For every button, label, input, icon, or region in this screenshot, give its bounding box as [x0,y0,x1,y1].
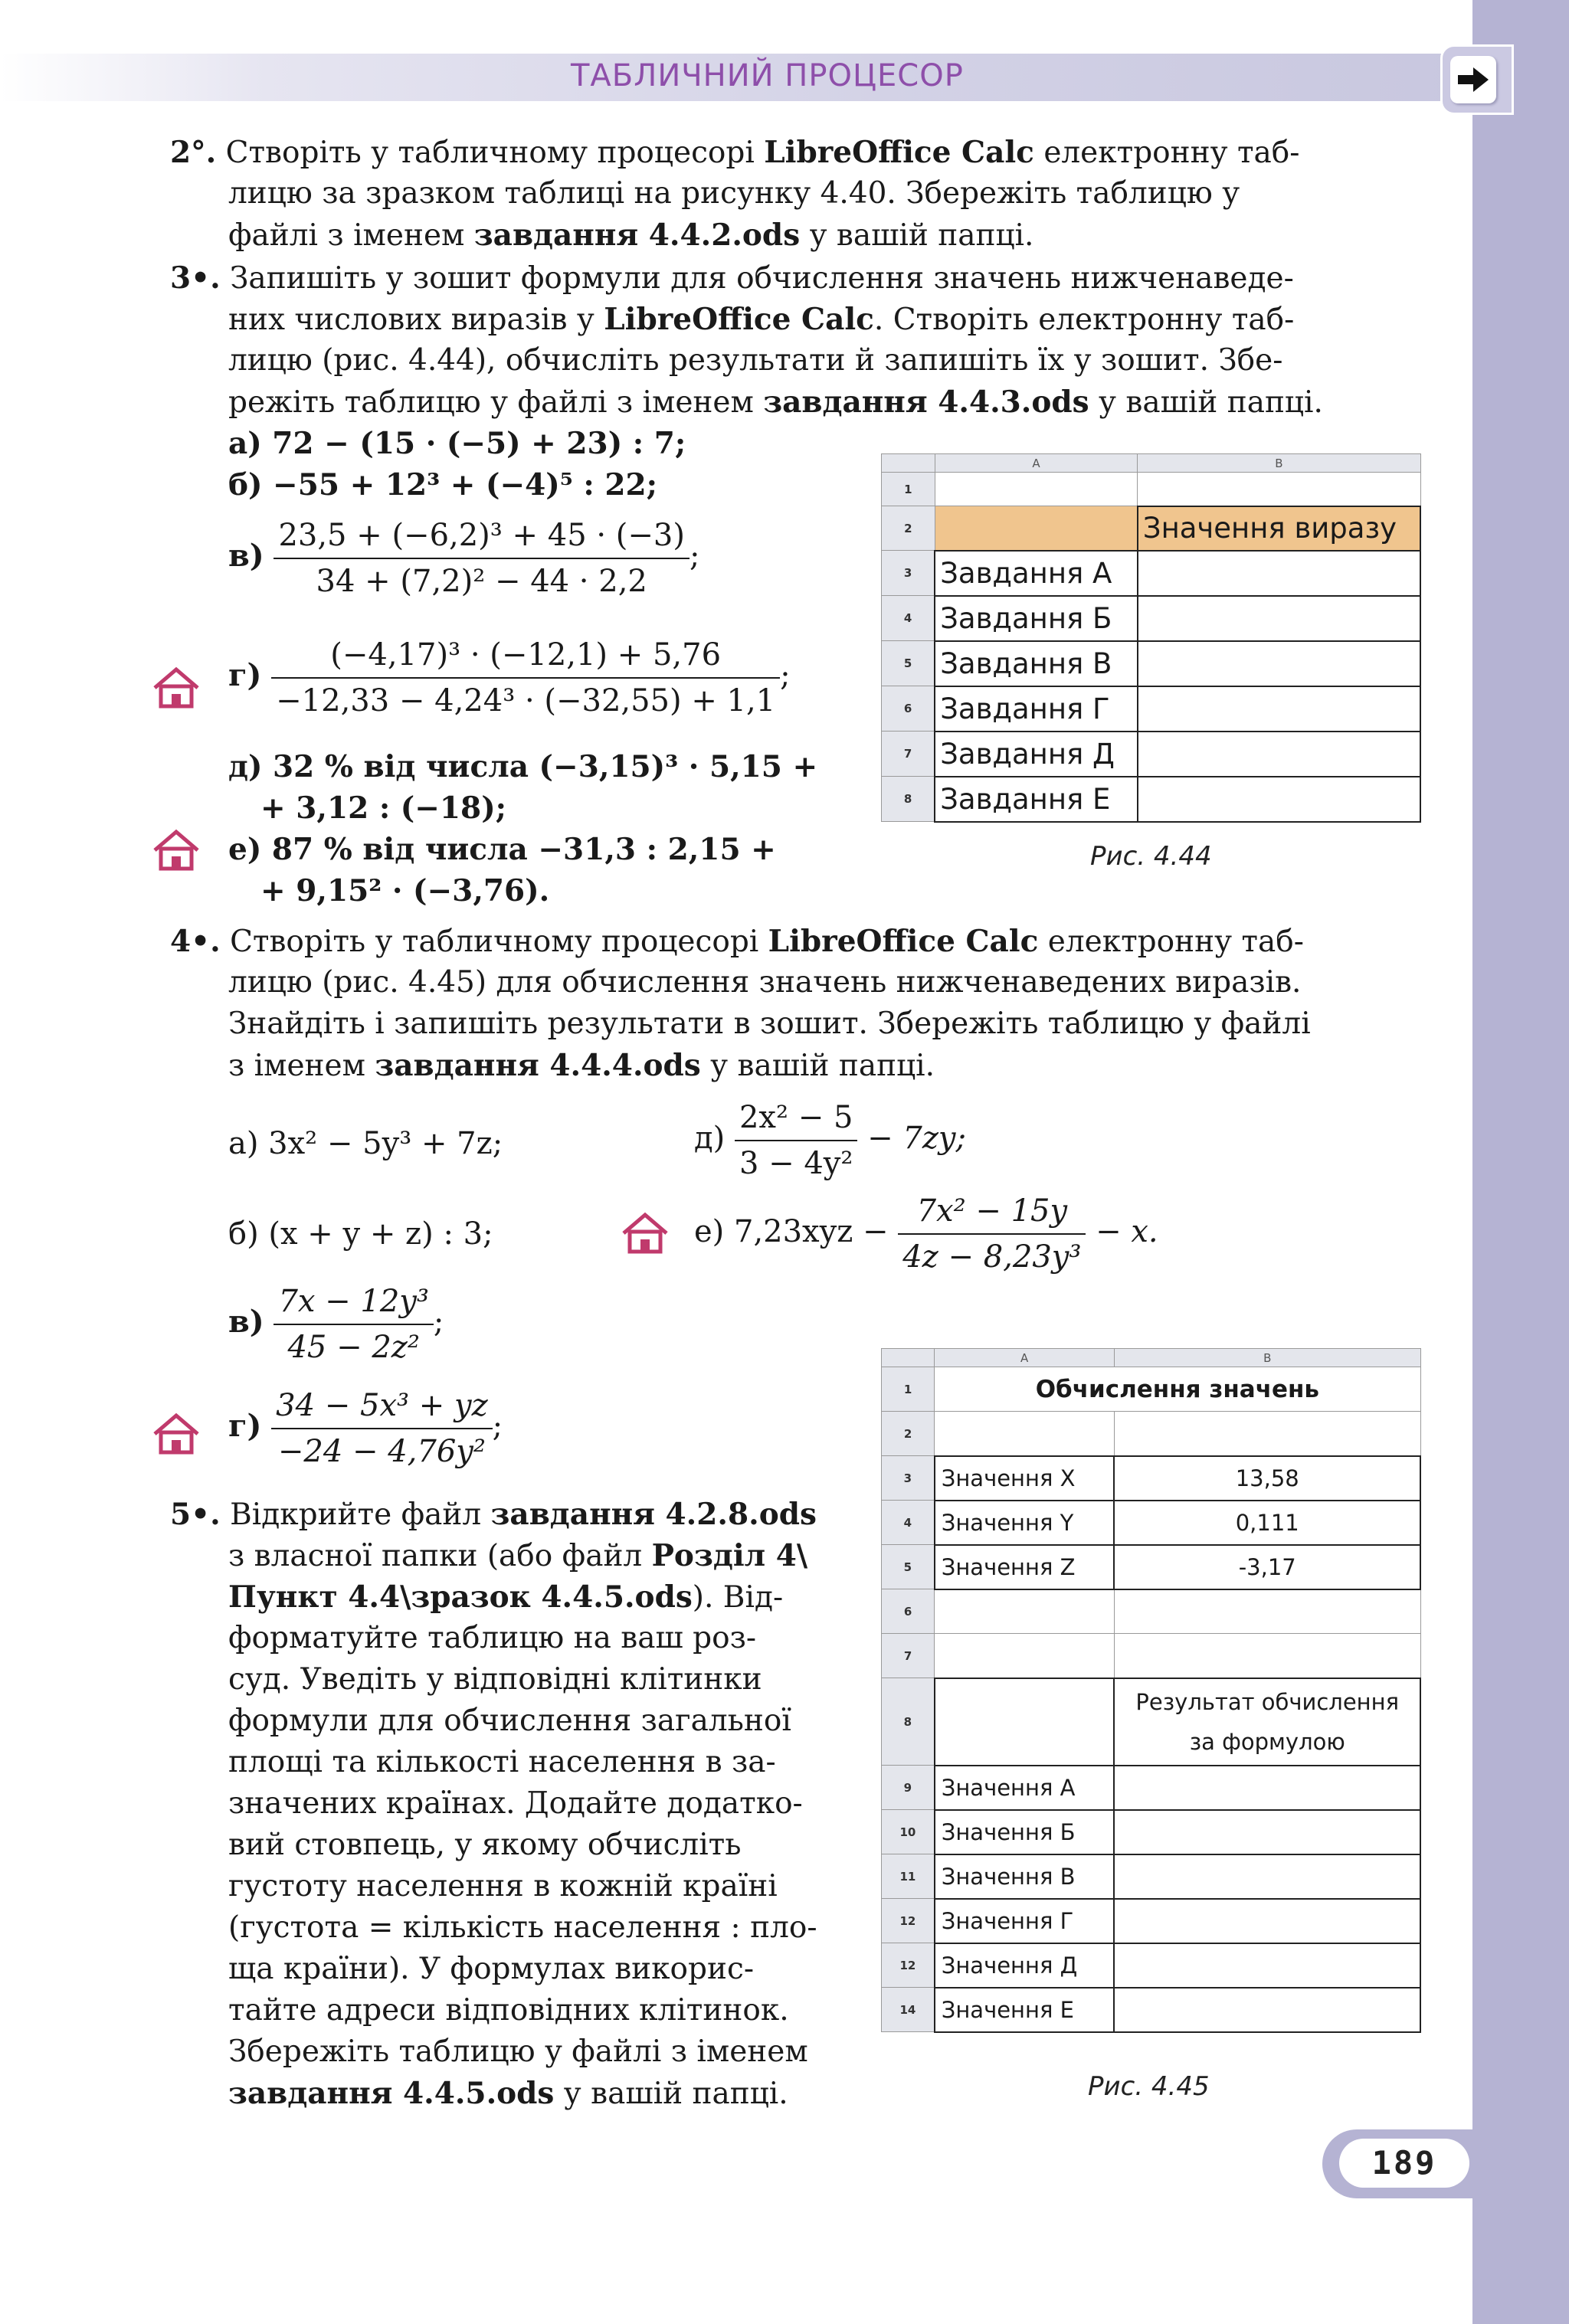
task-2-line-2: лицю за зразком таблиці на рисунку 4.40. Збережіть таблицю у [228,176,1240,211]
table-title-cell: Обчислення значень [935,1367,1420,1412]
row-number: 10 [882,1810,935,1854]
header-cell-value: Значення виразу [1138,506,1420,551]
result-label-cell: Значення Д [935,1943,1115,1988]
row-number: 12 [882,1943,935,1988]
task-4-item-v: в) $\frac{\text{7x − 12y³}}{\text{45 − 2z²}}$ ; [228,1281,444,1368]
result-label-cell: Значення Б [935,1810,1115,1854]
task-3-item-g: г) $\frac{\text{(−4,17)³ · (−12,1) + 5,76}}{\text{−12,33 − 4,24³ · (−32,55) + 1,1}}$ ; [228,634,791,722]
task-label-cell: Завдання Е [935,777,1138,822]
column-header-b: B [1138,454,1420,473]
result-value-cell [1114,1854,1420,1899]
task-5-line-12: ща країни). У формулах викорис- [228,1952,755,1986]
right-arrow-icon [1456,65,1490,94]
task-3-item-d-line-2: + 3,12 : (−18); [260,790,507,826]
value-cell [1138,777,1420,822]
cell [1114,1634,1420,1678]
figure-4-44-spreadsheet [881,453,1421,823]
task-5-line-8: значених країнах. Додайте додатко- [228,1786,803,1821]
cell [1114,1412,1420,1456]
figure-4-45-spreadsheet [881,1348,1421,2033]
row-number: 12 [882,1899,935,1943]
task-3-line-3: лицю (рис. 4.44), обчисліть результати й запишіть їх у зошит. Збе- [228,343,1283,378]
row-number: 9 [882,1766,935,1810]
result-header-line-2: за формулою [1189,1728,1345,1755]
task-4-line-1: 4•. Створіть у табличному процесорі LibreOffice Calc електронну таб- [170,924,1304,959]
task-3-line-2: них числових виразів у LibreOffice Calc. Створіть електронну таб- [228,302,1295,337]
row-number: 5 [882,641,935,686]
value-cell [1138,686,1420,732]
next-page-tab[interactable] [1440,44,1514,115]
home-task-icon [619,1210,671,1256]
corner-cell [882,1349,935,1367]
page-number: 189 [1339,2139,1469,2188]
task-label-cell: Завдання Б [935,596,1138,641]
column-header-a: A [935,1349,1115,1367]
task-5-line-15: завдання 4.4.5.ods у вашій папці. [228,2076,788,2111]
value-cell [1138,641,1420,686]
result-value-cell [1114,1899,1420,1943]
cell [935,506,1138,551]
corner-cell [882,454,935,473]
task-2-line-1: 2°. Створіть у табличному процесорі LibreOffice Calc електронну таб- [170,135,1300,170]
task-5-line-1: 5•. Відкрийте файл завдання 4.2.8.ods [170,1497,817,1532]
task-5-line-7: площі та кількості населення в за- [228,1745,776,1779]
next-page-button[interactable] [1450,56,1496,103]
row-number: 5 [882,1545,935,1589]
task-5-line-13: тайте адреси відповідних клітинок. [228,1993,789,2028]
task-4-item-d: д) $\frac{\text{2x² − 5}}{\text{3 − 4y²}}$ − 7zy; [694,1097,966,1184]
task-5-line-10: густоту населення в кожній країні [228,1869,778,1903]
cell [1138,473,1420,506]
row-number: 4 [882,596,935,641]
result-value-cell [1114,1988,1420,2032]
cell [935,1678,1115,1766]
value-cell [1138,732,1420,777]
variable-label-cell: Значення Z [935,1545,1115,1589]
row-number: 2 [882,1412,935,1456]
result-header-line-1: Результат обчислення [1135,1688,1400,1715]
result-label-cell: Значення А [935,1766,1115,1810]
task-5-line-14: Збережіть таблицю у файлі з іменем [228,2034,808,2069]
task-5-line-3: Пункт 4.4\зразок 4.4.5.ods). Від- [228,1579,784,1615]
cell [935,1589,1115,1634]
variable-label-cell: Значення Y [935,1501,1115,1545]
row-number: 8 [882,777,935,822]
task-label-cell: Завдання А [935,551,1138,596]
task-5-line-9: вий стовпець, у якому обчисліть [228,1828,742,1862]
task-3-line-4: режіть таблицю у файлі з іменем завдання 4.4.3.ods у вашій папці. [228,385,1323,420]
result-label-cell: Значення В [935,1854,1115,1899]
task-5-line-6: формули для обчислення загальної [228,1704,791,1738]
task-5-line-11: (густота = кількість населення : пло- [228,1910,817,1945]
task-3-line-1: 3•. Запишіть у зошит формули для обчислення значень нижченаведе- [170,260,1294,296]
result-header-cell [1114,1678,1420,1766]
column-header-a: A [935,454,1138,473]
task-4-line-3: Знайдіть і запишіть результати в зошит. Збережіть таблицю у файлі [228,1007,1311,1041]
page-number-tab [1322,2129,1569,2198]
home-task-icon [150,827,202,873]
task-3-item-e-line-2: + 9,15² · (−3,76). [260,873,550,908]
task-3-item-a: а) 72 − (15 · (−5) + 23) : 7; [228,426,686,461]
section-title: ТАБЛИЧНИЙ ПРОЦЕСОР [571,58,964,93]
right-margin-band [1472,0,1569,2324]
cell [935,1634,1115,1678]
task-4-item-a: а) 3x² − 5y³ + 7z; [228,1126,503,1161]
row-number: 14 [882,1988,935,2032]
task-3-item-v: в) $\frac{\text{23,5 + (−6,2)³ + 45 · (−3)}}{\text{34 + (7,2)² − 44 · 2,2}}$ ; [228,515,699,602]
task-4-line-2: лицю (рис. 4.45) для обчислення значень нижченаведених виразів. [228,965,1302,1000]
value-cell [1138,551,1420,596]
row-number: 6 [882,1589,935,1634]
column-header-b: B [1114,1349,1420,1367]
row-number: 2 [882,506,935,551]
task-label-cell: Завдання Д [935,732,1138,777]
cell [935,473,1138,506]
row-number: 4 [882,1501,935,1545]
cell [1114,1589,1420,1634]
result-label-cell: Значення Е [935,1988,1115,2032]
row-number: 8 [882,1678,935,1766]
task-4-item-e: е) 7,23xyz − $\frac{\text{7x² − 15y}}{\text{4z − 8,23y³}}$ − x. [694,1190,1158,1278]
variable-value-cell: -3,17 [1114,1545,1420,1589]
task-3-item-b: б) −55 + 12³ + (−4)⁵ : 22; [228,467,658,502]
row-number: 7 [882,732,935,777]
task-3-item-d-line-1: д) 32 % від числа (−3,15)³ · 5,15 + [228,749,818,784]
row-number: 1 [882,1367,935,1412]
home-task-icon [150,665,202,711]
result-value-cell [1114,1943,1420,1988]
task-5-line-5: суд. Уведіть у відповідні клітинки [228,1662,762,1697]
variable-value-cell: 0,111 [1114,1501,1420,1545]
row-number: 11 [882,1854,935,1899]
task-5-line-4: форматуйте таблицю на ваш роз- [228,1621,757,1655]
value-cell [1138,596,1420,641]
result-value-cell [1114,1810,1420,1854]
variable-label-cell: Значення X [935,1456,1115,1501]
cell [935,1412,1115,1456]
row-number: 7 [882,1634,935,1678]
row-number: 1 [882,473,935,506]
home-task-icon [150,1411,202,1457]
row-number: 6 [882,686,935,732]
task-label-cell: Завдання В [935,641,1138,686]
task-5-line-2: з власної папки (або файл Розділ 4\ [228,1538,808,1573]
result-value-cell [1114,1766,1420,1810]
row-number: 3 [882,1456,935,1501]
figure-4-44-caption: Рис. 4.44 [1090,841,1212,872]
task-4-item-b: б) (x + y + z) : 3; [228,1216,493,1252]
figure-4-45-caption: Рис. 4.45 [1088,2071,1210,2102]
variable-value-cell: 13,58 [1114,1456,1420,1501]
row-number: 3 [882,551,935,596]
result-label-cell: Значення Г [935,1899,1115,1943]
task-3-item-e-line-1: е) 87 % від числа −31,3 : 2,15 + [228,832,776,867]
task-4-line-4: з іменем завдання 4.4.4.ods у вашій папці. [228,1048,935,1083]
task-2-line-3: файлі з іменем завдання 4.4.2.ods у вашій папці. [228,218,1034,253]
task-label-cell: Завдання Г [935,686,1138,732]
task-4-item-g: г) $\frac{\text{34 − 5x³ + yz}}{\text{−24 − 4,76y²}}$ ; [228,1385,503,1472]
